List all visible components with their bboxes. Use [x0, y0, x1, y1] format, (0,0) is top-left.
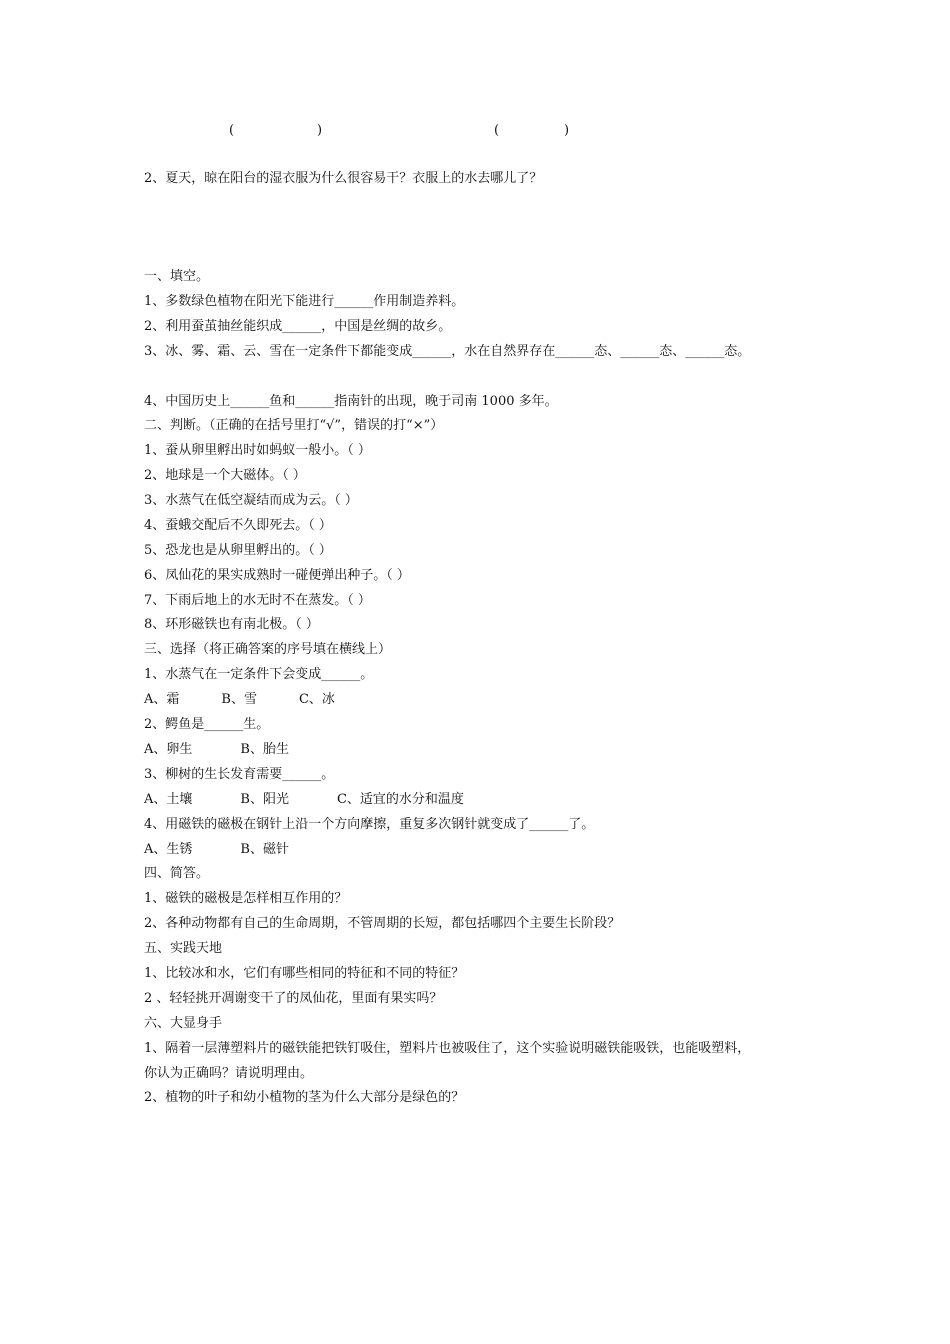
option-b: B、胎生 [240, 742, 289, 757]
choice-question-2: 2、鳄鱼是______生。 [144, 717, 270, 732]
judge-item-2: 2、地球是一个大磁体。（ ） [144, 468, 306, 483]
choice-question-1: 1、水蒸气在一定条件下会变成______。 [144, 667, 374, 682]
choice-question-4: 4、用磁铁的磁极在钢针上沿一个方向摩擦，重复多次钢针就变成了______了。 [144, 817, 595, 832]
option-a: A、卵生 [144, 742, 193, 757]
fill-item-3: 3、冰、雾、霜、云、雪在一定条件下都能变成______，水在自然界存在______态、______态、______态。 [144, 344, 751, 359]
fill-item-4: 4、中国历史上______鱼和______指南针的出现，晚于司南 1000 多年。 [144, 394, 558, 409]
judge-item-8: 8、环形磁铁也有南北极。（ ） [144, 617, 319, 632]
showcase-item-1: 1、隔着一层薄塑料片的磁铁能把铁钉吸住，塑料片也被吸住了，这个实验说明磁铁能吸铁，也能吸塑料， [144, 1041, 751, 1056]
judge-item-5: 5、恐龙也是从卵里孵出的。（ ） [144, 543, 332, 558]
judge-item-4: 4、蚕蛾交配后不久即死去。（ ） [144, 518, 332, 533]
option-c: C、适宜的水分和温度 [336, 792, 464, 807]
choice-options-4 [144, 842, 289, 858]
judge-item-6: 6、凤仙花的果实成熟时一碰便弹出种子。（ ） [144, 568, 410, 583]
judge-item-3: 3、水蒸气在低空凝结而成为云。（ ） [144, 493, 358, 508]
intro-question: 2、夏天，晾在阳台的湿衣服为什么很容易干？衣服上的水去哪儿了？ [144, 171, 543, 186]
option-b: B、磁针 [240, 842, 289, 857]
blank-paren-left-close: ) [317, 123, 323, 138]
choice-options-3 [144, 792, 464, 808]
blank-paren-left-open: ( [229, 123, 235, 138]
choice-options-1 [144, 692, 335, 708]
practice-item-1: 1、比较冰和水，它们有哪些相同的特征和不同的特征？ [144, 966, 465, 981]
choice-question-3: 3、柳树的生长发育需要______。 [144, 767, 335, 782]
judge-item-7: 7、下雨后地上的水无时不在蒸发。（ ） [144, 593, 371, 608]
blank-paren-right-close: ) [564, 123, 570, 138]
option-a: A、土壤 [144, 792, 193, 807]
option-b: B、阳光 [240, 792, 289, 807]
option-c: C、冰 [298, 692, 335, 707]
choice-options-2 [144, 742, 289, 758]
practice-item-2: 2 、轻轻挑开凋谢变干了的凤仙花，里面有果实吗？ [144, 991, 443, 1006]
option-b: B、雪 [221, 692, 257, 707]
short-answer-2: 2、各种动物都有自己的生命周期，不管周期的长短，都包括哪四个主要生长阶段？ [144, 916, 621, 931]
blank-paren-right-open: ( [494, 123, 500, 138]
section4-heading: 四、简答。 [144, 866, 210, 881]
fill-item-1: 1、多数绿色植物在阳光下能进行______作用制造养料。 [144, 294, 465, 309]
section1-heading: 一、填空。 [144, 269, 210, 284]
fill-item-2: 2、利用蚕茧抽丝能织成______，中国是丝绸的故乡。 [144, 319, 452, 334]
showcase-item-1-cont: 你认为正确吗？请说明理由。 [144, 1066, 314, 1081]
section2-heading: 二、判断。（正确的在括号里打“√”，错误的打“×”） [144, 418, 444, 433]
showcase-item-2: 2、植物的叶子和幼小植物的茎为什么大部分是绿色的？ [144, 1090, 465, 1105]
section5-heading: 五、实践天地 [144, 941, 223, 956]
option-a: A、生锈 [144, 842, 193, 857]
judge-item-1: 1、蚕从卵里孵出时如蚂蚁一般小。（ ） [144, 443, 371, 458]
section6-heading: 六、大显身手 [144, 1016, 223, 1031]
section3-heading: 三、选择（将正确答案的序号填在横线上） [144, 642, 392, 657]
option-a: A、霜 [144, 692, 180, 707]
short-answer-1: 1、磁铁的磁极是怎样相互作用的？ [144, 891, 348, 906]
